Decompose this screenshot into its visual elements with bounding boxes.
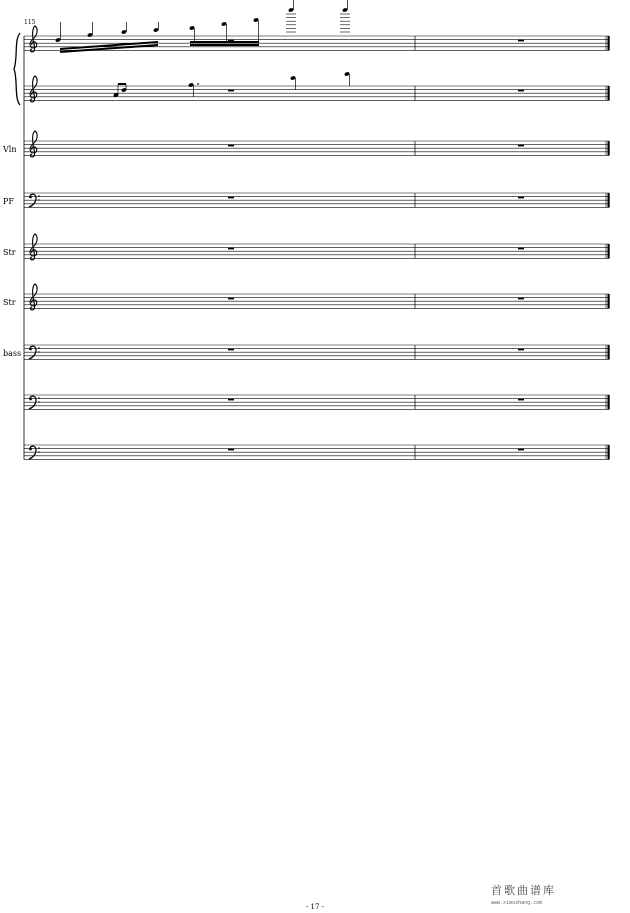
whole-rest xyxy=(518,145,524,147)
whole-rest xyxy=(228,248,234,250)
staff-label: bass xyxy=(3,349,22,358)
whole-rest xyxy=(228,90,234,92)
staff-4 xyxy=(24,193,610,207)
whole-rest xyxy=(518,40,524,42)
final-barline xyxy=(608,445,610,459)
note-head xyxy=(290,75,296,80)
treble-clef-icon xyxy=(30,26,37,52)
bass-clef-icon xyxy=(29,446,40,459)
measure-number: 115 xyxy=(24,19,36,26)
whole-rest xyxy=(518,399,524,401)
whole-rest xyxy=(518,197,524,199)
whole-rest xyxy=(518,248,524,250)
staff-3 xyxy=(24,131,610,157)
whole-rest xyxy=(518,349,524,351)
whole-rest xyxy=(518,449,524,451)
whole-rest xyxy=(228,145,234,147)
treble-clef-icon xyxy=(30,284,37,310)
whole-rest xyxy=(228,349,234,351)
bass-clef-icon xyxy=(29,346,40,359)
watermark-title: 首歌曲谱库 xyxy=(491,884,556,897)
final-barline xyxy=(608,36,610,50)
staff-label: Str xyxy=(3,248,16,257)
final-barline xyxy=(608,141,610,155)
whole-rest xyxy=(228,197,234,199)
piano-notes xyxy=(55,0,350,98)
final-barline xyxy=(608,395,610,409)
piano-brace xyxy=(14,33,20,105)
staff-9 xyxy=(24,445,610,459)
final-barline xyxy=(608,193,610,207)
note-head xyxy=(344,71,350,76)
whole-rest xyxy=(518,90,524,92)
whole-rest xyxy=(228,449,234,451)
final-barline xyxy=(608,244,610,258)
final-barline xyxy=(608,86,610,100)
treble-clef-icon xyxy=(30,234,37,260)
staff-8 xyxy=(24,395,610,409)
whole-rest xyxy=(228,399,234,401)
staff-2 xyxy=(24,76,610,102)
note-head xyxy=(188,82,194,87)
page-number: - 17 - xyxy=(305,903,325,911)
watermark xyxy=(491,882,611,908)
treble-clef-icon xyxy=(30,131,37,157)
staff-7 xyxy=(24,345,610,359)
staff-6 xyxy=(24,284,610,310)
staff-label: PF xyxy=(3,197,14,206)
final-barline xyxy=(608,294,610,308)
final-barline xyxy=(608,345,610,359)
bass-clef-icon xyxy=(29,194,40,207)
treble-clef-icon xyxy=(30,76,37,102)
staff-label: Vln xyxy=(3,145,17,154)
bass-clef-icon xyxy=(29,396,40,409)
whole-rest xyxy=(228,298,234,300)
watermark-url: www.ximushang.com xyxy=(491,900,543,906)
staff-label: Str xyxy=(3,298,16,307)
staff-5 xyxy=(24,234,610,260)
whole-rest xyxy=(518,298,524,300)
